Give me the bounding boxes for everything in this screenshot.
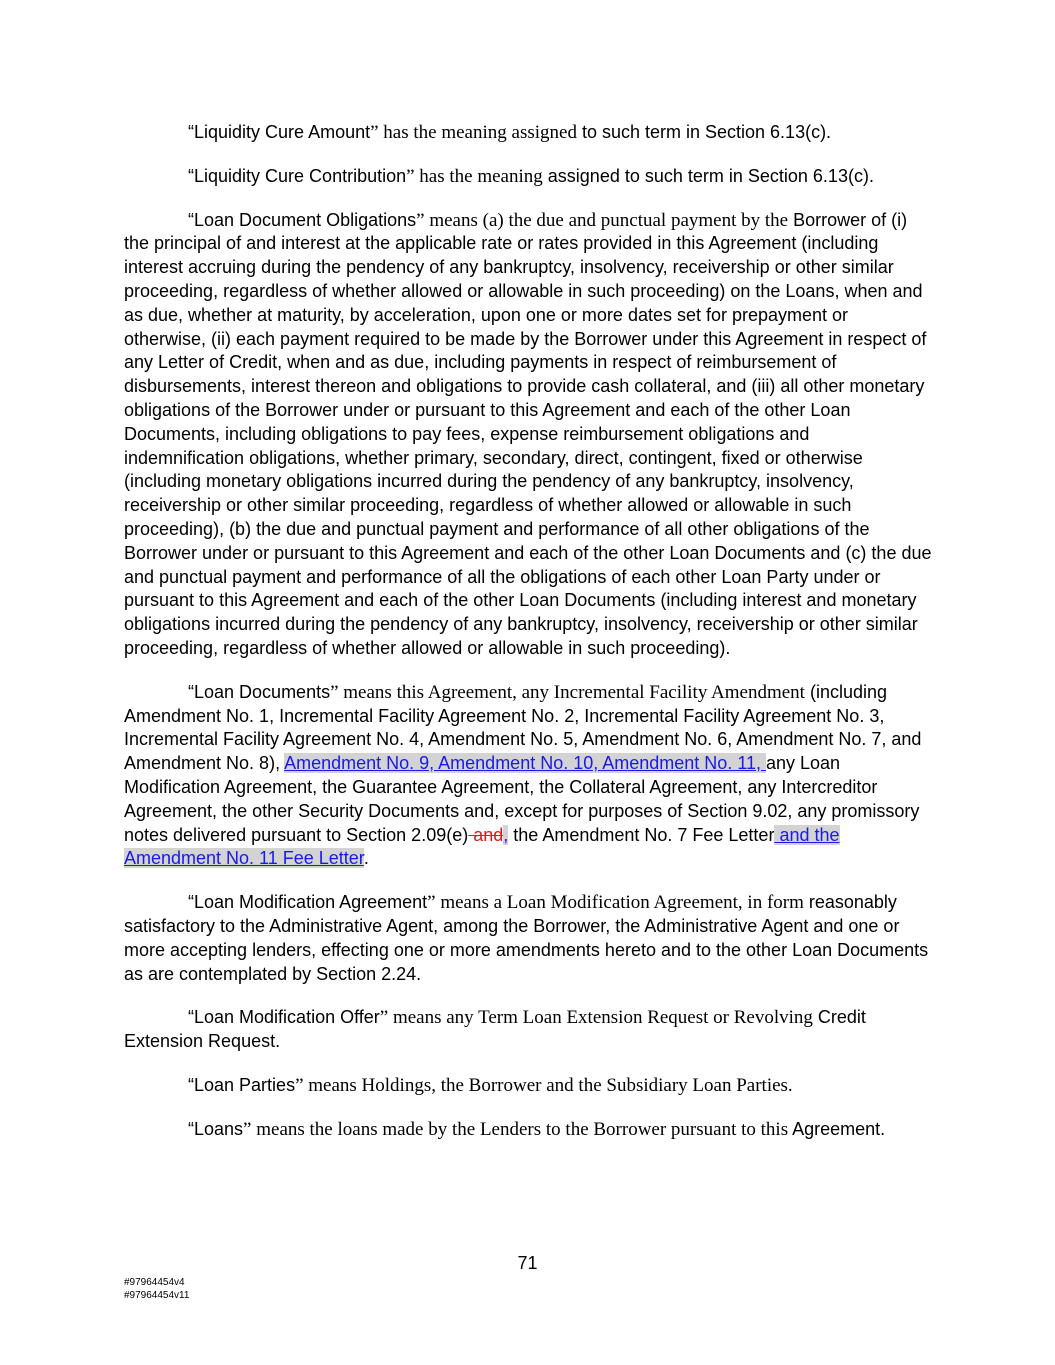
definition-body: the Amendment No. 7 Fee Letter [508, 824, 775, 845]
definition-lead: ” means the loans made by the Lenders to the Borrower pursuant to this [243, 1118, 789, 1140]
defined-term: Liquidity Cure Amount [194, 122, 371, 142]
definition-loan-parties: “Loan Parties” means Holdings, the Borrower and the Subsidiary Loan Parties. [188, 1074, 793, 1096]
definition-body: to such term in Section 6.13(c). [576, 122, 832, 142]
defined-term: Loan Documents [194, 681, 331, 702]
definition-loan-modification-offer: “Loan Modification Offer” means any Term Loan Extension Request or Revolving Credit Extension Request. [124, 1007, 866, 1052]
defined-term: Loan Parties [194, 1074, 296, 1095]
definition-lead: ” has the meaning [406, 165, 543, 187]
tracked-insertion: and the Amendment No. 11 Fee Letter [124, 824, 840, 869]
definition-body: Borrower of (i) the principal of and interest at the applicable rate or rates provided in this Agreement (including interest accruing during the pendency of any bankruptcy, insolvency, receivership or other similar proceeding, regardless of whether allowed or allowable in such proceeding) on the Loans, when and as due, whether at maturity, by acceleration, upon one or more dates set for prepayment or otherwise, (ii) each payment required to be made by the Borrower under this Agreement in respect of any Letter of Credit, when and as due, including payments in respect of reimbursement of disbursements, interest thereon and obligations to provide cash collateral, and (iii) all other monetary obligations of the Borrower under or pursuant to this Agreement and each of the other Loan Documents, including obligations to pay fees, expense reimbursement obligations and indemnification obligations, whether primary, secondary, direct, contingent, fixed or otherwise (including monetary obligations incurred during the pendency of any bankruptcy, insolvency, receivership or other similar proceeding, regardless of whether allowed or allowable in such proceeding), (b) the due and punctual payment and performance of all other obligations of the Borrower under or pursuant to this Agreement and each of the other Loan Documents and (c) the due and punctual payment and performance of all the obligations of each other Loan Party under or pursuant to this Agreement and each of the other Loan Documents (including interest and monetary obligations incurred during the pendency of any bankruptcy, insolvency, receivership or other similar proceeding, regardless of whether allowed or allowable in such proceeding). [124, 209, 932, 658]
definition-liquidity-cure-contribution: “Liquidity Cure Contribution” has the meaning assigned to such term in Section 6.13(c). [188, 165, 874, 187]
definition-body: Agreement. [788, 1118, 886, 1139]
definition-lead: ” means Holdings, the Borrower and the Subsidiary Loan Parties. [295, 1074, 793, 1096]
defined-term: Liquidity Cure Contribution [194, 165, 407, 186]
definition-body: any Loan Modification Agreement, the Guarantee Agreement, the Collateral Agreement, any Intercreditor Agreement, the other Security Documents and, except for purposes of Section 9.02, any promissory notes delivered pursuant to Section 2.09(e) [124, 753, 920, 845]
definition-loan-documents: “Loan Documents” means this Agreement, any Incremental Facility Amendment (including Amendment No. 1, Incremental Facility Agreement No. 2, Incremental Facility Agreement No. 3, Incremental Facility Agreement No. 4, Amendment No. 5, Amendment No. 6, Amendment No. 7, and Amendment No. 8), Amendment No. 9, Amendment No. 10, Amendment No. 11, any Loan Modification Agreement, the Guarantee Agreement, the Collateral Agreement, any Intercreditor Agreement, the other Security Documents and, except for purposes of Section 9.02, any promissory notes delivered pursuant to Section 2.09(e) and, the Amendment No. 7 Fee Letter and the Amendment No. 11 Fee Letter. [124, 681, 922, 869]
definition-liquidity-cure-amount: “Liquidity Cure Amount” has the meaning assigned to such term in Section 6.13(c). [188, 122, 832, 143]
document-ids [124, 1277, 189, 1302]
defined-term: Loans [194, 1118, 244, 1139]
definition-loan-document-obligations: “Loan Document Obligations” means (a) the due and punctual payment by the Borrower of (i) the principal of and interest at the applicable rate or rates provided in this Agreement (including interest accruing during the pendency of any bankruptcy, insolvency, receivership or other similar proceeding, regardless of whether allowed or allowable in such proceeding) on the Loans, when and as due, whether at maturity, by acceleration, upon one or more dates set for prepayment or otherwise, (ii) each payment required to be made by the Borrower under this Agreement in respect of any Letter of Credit, when and as due, including payments in respect of reimbursement of disbursements, interest thereon and obligations to provide cash collateral, and (iii) all other monetary obligations of the Borrower under or pursuant to this Agreement and each of the other Loan Documents, including obligations to pay fees, expense reimbursement obligations and indemnification obligations, whether primary, secondary, direct, contingent, fixed or otherwise (including monetary obligations incurred during the pendency of any bankruptcy, insolvency, receivership or other similar proceeding, regardless of whether allowed or allowable in such proceeding), (b) the due and punctual payment and performance of all other obligations of the Borrower under or pursuant to this Agreement and each of the other Loan Documents and (c) the due and punctual payment and performance of all the obligations of each other Loan Party under or pursuant to this Agreement and each of the other Loan Documents (including interest and monetary obligations incurred during the pendency of any bankruptcy, insolvency, receivership or other similar proceeding, regardless of whether allowed or allowable in such proceeding). [124, 209, 932, 658]
document-page [124, 121, 932, 1161]
doc-id: #97964454v4 [124, 1277, 185, 1288]
definition-body: reasonably satisfactory to the Administrative Agent, among the Borrower, the Administrative Agent and one or more accepting lenders, effecting one or more amendments hereto and to the other Loan Documents as are contemplated by Section 2.24. [124, 892, 929, 984]
tracked-insertion: , [503, 824, 509, 845]
definition-lead: ” means this Agreement, any Incremental Facility Amendment [330, 681, 805, 703]
defined-term: Loan Document Obligations [194, 209, 417, 230]
definition-loan-modification-agreement: “Loan Modification Agreement” means a Loan Modification Agreement, in form reasonably satisfactory to the Administrative Agent, among the Borrower, the Administrative Agent and one or more accepting lenders, effecting one or more amendments hereto and to the other Loan Documents as are contemplated by Section 2.24. [124, 892, 929, 984]
definition-body: (including Amendment No. 1, Incremental Facility Agreement No. 2, Incremental Facility Agreement No. 3, Incremental Facility Agreement No. 4, Amendment No. 5, Amendment No. 6, Amendment No. 7, and Amendment No. 8), [124, 681, 922, 774]
page-number: 71 [517, 1253, 538, 1273]
definition-body: assigned to such term in Section 6.13(c). [542, 165, 874, 186]
definition-lead: ” has the meaning assigned [370, 122, 577, 143]
definition-lead: ” means (a) the due and punctual payment by the [416, 209, 789, 231]
definition-lead: ” means a Loan Modification Agreement, in form [427, 892, 804, 914]
tracked-deletion: and [468, 824, 504, 845]
doc-id: #97964454v11 [124, 1289, 190, 1301]
definition-body: . [363, 848, 369, 869]
definition-body: Credit Extension Request. [124, 1007, 866, 1052]
definition-lead: ” means any Term Loan Extension Request or Revolving [379, 1007, 813, 1029]
defined-term: Loan Modification Offer [194, 1007, 380, 1028]
definition-loans: “Loans” means the loans made by the Lenders to the Borrower pursuant to this Agreement. [188, 1118, 886, 1140]
tracked-insertion: Amendment No. 9, Amendment No. 10, Amendment No. 11, [284, 753, 766, 774]
defined-term: Loan Modification Agreement [194, 892, 428, 913]
